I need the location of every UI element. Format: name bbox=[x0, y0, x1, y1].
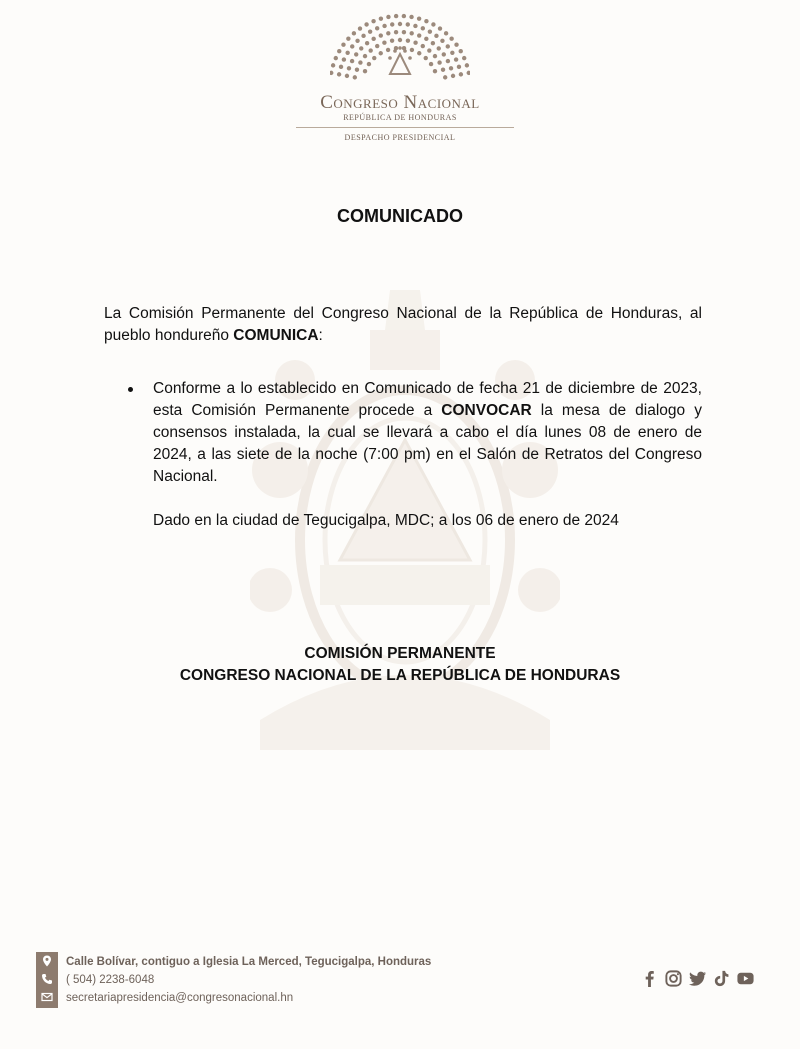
footer-address: Calle Bolívar, contiguo a Iglesia La Merced, Tegucigalpa, Honduras bbox=[66, 956, 432, 968]
signature-line-1: COMISIÓN PERMANENTE bbox=[304, 645, 496, 662]
signature-line-2: CONGRESO NACIONAL DE LA REPÚBLICA DE HONDURAS bbox=[179, 667, 621, 684]
letterhead bbox=[0, 0, 800, 150]
bullet-bold-word: CONVOCAR bbox=[441, 402, 532, 419]
letterhead-divider bbox=[296, 127, 514, 128]
intro-bold-word: COMUNICA bbox=[233, 327, 319, 344]
mail-icon bbox=[41, 991, 53, 1003]
phone-icon bbox=[41, 973, 53, 985]
bullet-icon bbox=[128, 387, 133, 392]
instagram-icon[interactable] bbox=[664, 969, 683, 988]
bullet-paragraph bbox=[153, 378, 702, 488]
tiktok-icon[interactable] bbox=[712, 969, 731, 988]
organization-country: REPÚBLICA DE HONDURAS bbox=[343, 113, 457, 122]
location-pin-icon bbox=[41, 955, 53, 967]
bullet-text-end: la mesa de dialogo y consensos instalada, la cual se llevará a cabo el día lunes 08 de enero de 2024, a las siete de la noche (7:00 pm) en el Salón de Retratos del Congreso Nacional. bbox=[153, 402, 702, 485]
youtube-icon[interactable] bbox=[736, 969, 755, 988]
facebook-icon[interactable] bbox=[640, 969, 659, 988]
bullet-text: Conforme a lo establecido en Comunicado de fecha 21 de diciembre de 2023, esta Comisión Permanente procede a bbox=[153, 380, 702, 419]
social-links bbox=[640, 969, 755, 989]
intro-text-end: : bbox=[318, 327, 323, 344]
footer-phone: ( 504) 2238-6048 bbox=[66, 974, 155, 986]
intro-text: La Comisión Permanente del Congreso Nacional de la República de Honduras, al pueblo hondureño bbox=[104, 305, 702, 344]
intro-paragraph bbox=[104, 303, 702, 347]
signature-block bbox=[0, 643, 800, 687]
twitter-icon[interactable] bbox=[688, 969, 707, 988]
congress-hemicycle-logo-icon bbox=[330, 8, 470, 92]
organization-department: DESPACHO PRESIDENCIAL bbox=[344, 133, 456, 142]
organization-name: Congreso Nacional bbox=[320, 92, 480, 113]
document-title: COMUNICADO bbox=[337, 206, 463, 226]
footer-email[interactable]: secretariapresidencia@congresonacional.hn bbox=[66, 992, 294, 1004]
date-line: Dado en la ciudad de Tegucigalpa, MDC; a los 06 de enero de 2024 bbox=[153, 512, 619, 529]
bullet-list-item bbox=[104, 378, 702, 488]
